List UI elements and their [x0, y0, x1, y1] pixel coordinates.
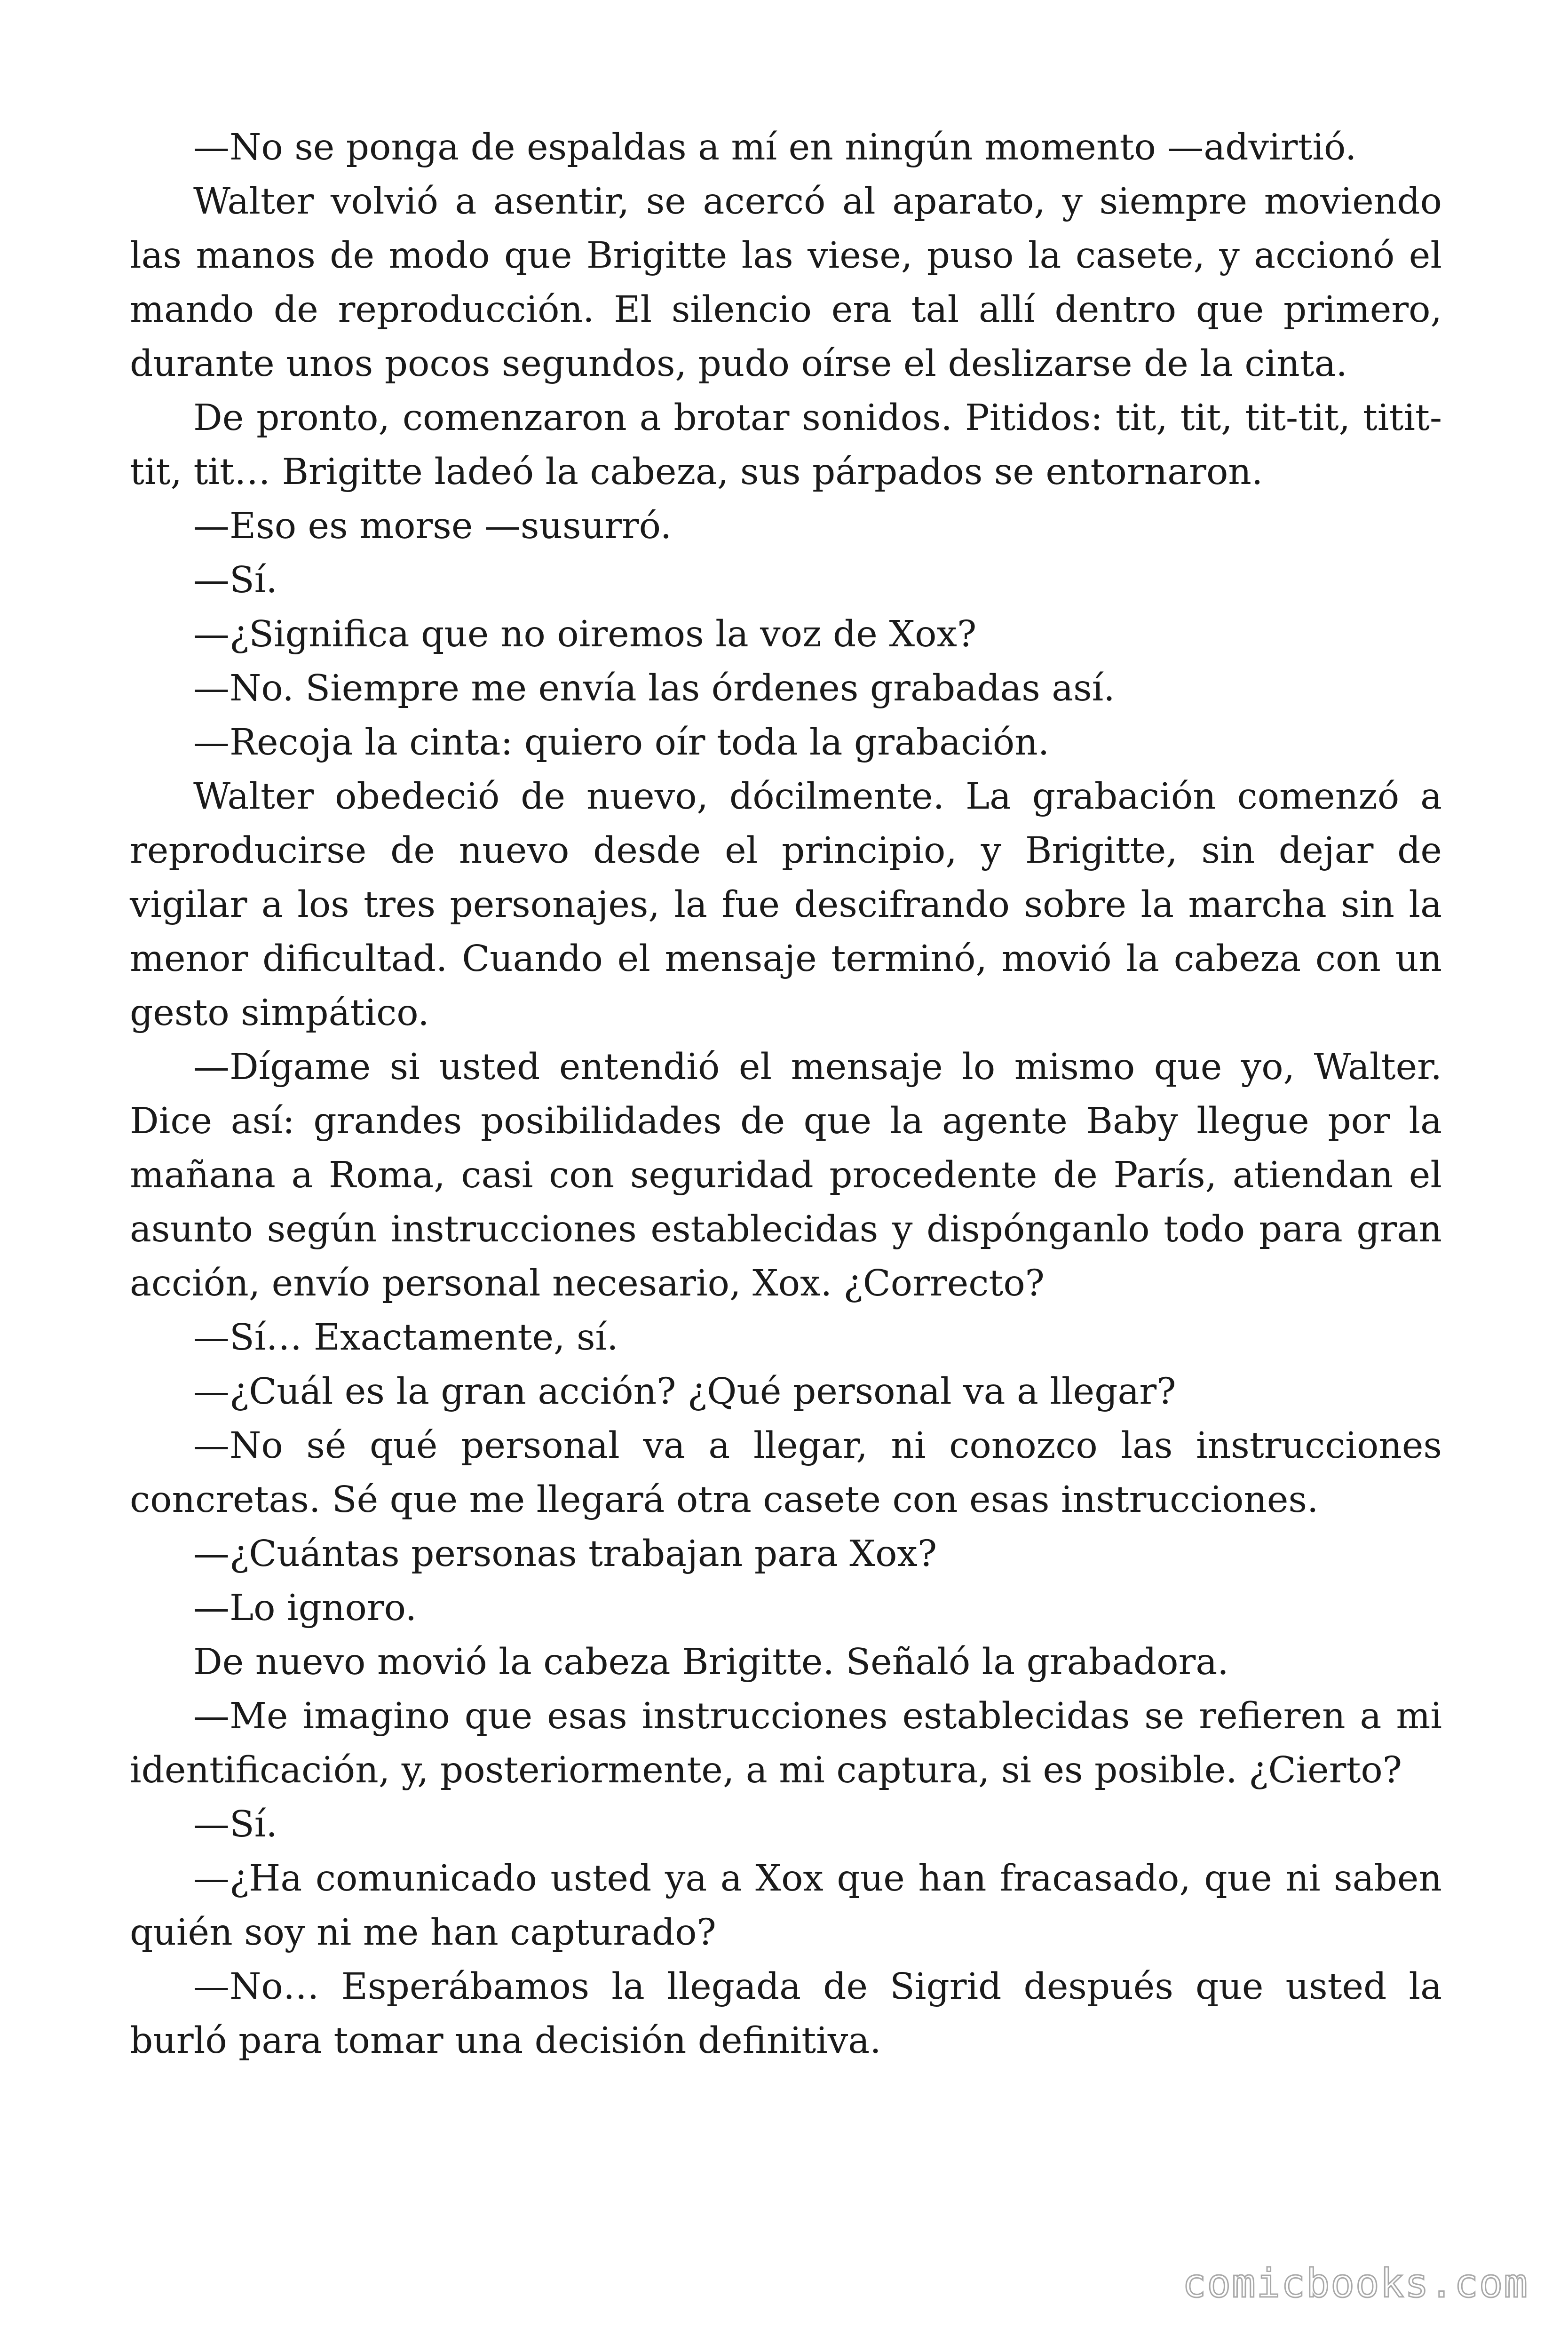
paragraph: —¿Ha comunicado usted ya a Xox que han fracasado, que ni saben quién soy ni me han capturado?: [130, 1858, 1442, 1954]
paragraph: —¿Significa que no oiremos la voz de Xox?: [193, 613, 977, 655]
paragraph: —Me imagino que esas instrucciones establecidas se refieren a mi identificación, y, posteriormente, a mi captura, si es posible. ¿Cierto?: [130, 1695, 1442, 1791]
paragraph: —Lo ignoro.: [193, 1587, 417, 1629]
paragraph: Walter volvió a asentir, se acercó al aparato, y siempre moviendo las manos de modo que Brigitte las viese, puso la casete, y accionó el mando de reproducción. El silencio era tal allí dentro que primero, durante unos pocos segundos, pudo oírse el deslizarse de la cinta.: [130, 181, 1442, 385]
paragraph: —Sí.: [193, 559, 277, 601]
paragraph: —Sí… Exactamente, sí.: [193, 1317, 618, 1359]
paragraph: De nuevo movió la cabeza Brigitte. Señaló la grabadora.: [193, 1641, 1229, 1683]
paragraph: De pronto, comenzaron a brotar sonidos. Pitidos: tit, tit, tit-tit, titit-tit, tit… Brigitte ladeó la cabeza, sus párpados se entornaron.: [130, 397, 1442, 493]
book-page-text: [130, 120, 1442, 2068]
paragraph: —Dígame si usted entendió el mensaje lo mismo que yo, Walter. Dice así: grandes posibilidades de que la agente Baby llegue por la mañana a Roma, casi con seguridad procedente de París, atiendan el asunto según instrucciones establecidas y dispónganlo todo para gran acción, envío personal necesario, Xox. ¿Correcto?: [130, 1046, 1442, 1304]
paragraph: —¿Cuántas personas trabajan para Xox?: [193, 1533, 937, 1575]
paragraph: —Sí.: [193, 1804, 277, 1845]
paragraph: —Eso es morse —susurró.: [193, 505, 672, 547]
paragraph: —No se ponga de espaldas a mí en ningún momento —advirtió.: [193, 127, 1357, 168]
paragraph: —No sé qué personal va a llegar, ni conozco las instrucciones concretas. Sé que me llegará otra casete con esas instrucciones.: [130, 1425, 1442, 1521]
paragraph: —Recoja la cinta: quiero oír toda la grabación.: [193, 722, 1050, 763]
paragraph: Walter obedeció de nuevo, dócilmente. La grabación comenzó a reproducirse de nuevo desde el principio, y Brigitte, sin dejar de vigilar a los tres personajes, la fue descifrando sobre la marcha sin la menor dificultad. Cuando el mensaje terminó, movió la cabeza con un gesto simpático.: [130, 776, 1442, 1034]
watermark: comicbooks.com: [1182, 2260, 1528, 2306]
paragraph: —No… Esperábamos la llegada de Sigrid después que usted la burló para tomar una decisión definitiva.: [130, 1966, 1442, 2062]
paragraph: —No. Siempre me envía las órdenes grabadas así.: [193, 667, 1115, 709]
paragraph: —¿Cuál es la gran acción? ¿Qué personal va a llegar?: [193, 1371, 1176, 1413]
